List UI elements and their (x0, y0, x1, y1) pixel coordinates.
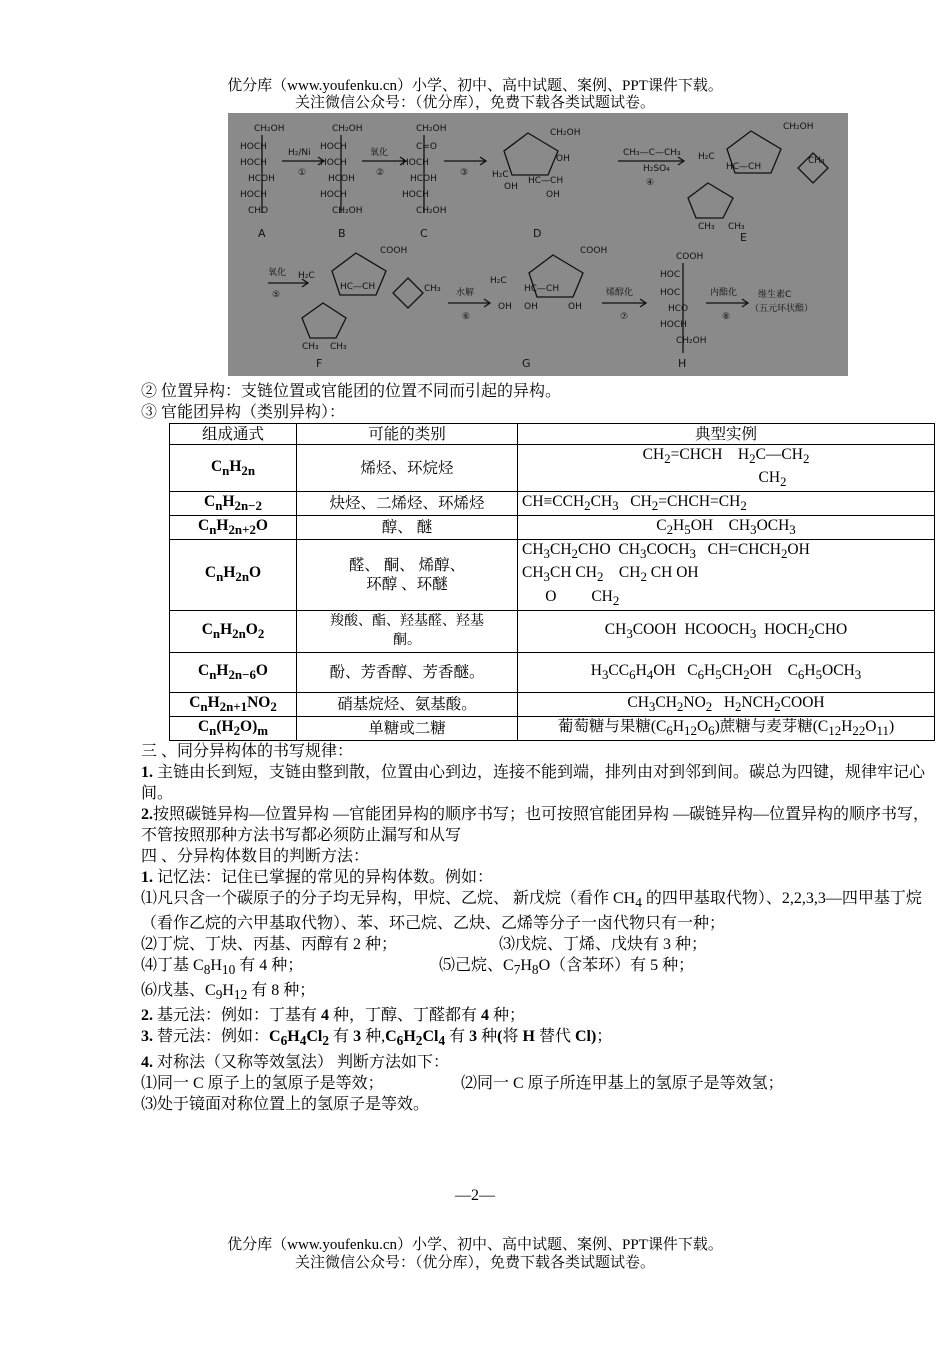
method-3: 3. 替元法：例如：$C_6H_4Cl_2$ 有 3 种$,C_6H_2Cl_4$ 有 3 种(将 H 替代 Cl)； (141, 1028, 613, 1049)
svg-text:内酯化: 内酯化 (710, 288, 738, 298)
method-4-b: ⑵同一 C 原子所连甲基上的氢原子是等效氢； (461, 1074, 784, 1092)
svg-text:HCOH: HCOH (410, 174, 437, 184)
table-header: 可能的类别 (297, 424, 518, 445)
class-cell: 羧酸、酯、羟基醛、羟基 酮。 (297, 610, 518, 652)
svg-text:⑥: ⑥ (462, 312, 471, 322)
header-line-1: 优分库（www.youfenku.cn）小学、初中、高中试题、案例、PPT课件下载。 (227, 78, 723, 94)
table-row (170, 652, 935, 692)
svg-text:CH₃: CH₃ (698, 222, 715, 232)
rule-1: 1. 主链由长到短，支链由整到散，位置由心到边，连接不能到端，排列由对到邻到间。碳总为四键，规律牢记心间。 (141, 763, 926, 802)
method-1-a: ⑴凡只含一个碳原子的分子均无异构，甲烷、乙烷、 新戊烷（看作 $CH_4$ 的四甲基取代物）、2,2,3,3—四甲基丁烷（看作乙烷的六甲基取代物）、苯、环己烷、乙炔、乙烯等分子一卤代物只有一种； (141, 889, 922, 933)
section-4-title: 四 、分异构体数目的判断方法： (141, 847, 370, 865)
svg-text:HOCH: HOCH (240, 142, 267, 152)
table-row (170, 716, 935, 740)
svg-text:H₂C: H₂C (492, 170, 509, 180)
table-row (170, 540, 935, 610)
svg-text:HOCH: HOCH (402, 190, 429, 200)
table-header: 典型实例 (518, 424, 935, 445)
svg-text:HOCH: HOCH (660, 320, 687, 330)
page-number: —2— (455, 1187, 495, 1204)
label-e: E (740, 231, 747, 244)
method-4-c: ⑶处于镜面对称位置上的氢原子是等效。 (141, 1095, 430, 1113)
footer-line-2: 关注微信公众号：（优分库），免费下载各类试题试卷。 (294, 1255, 655, 1271)
svg-text:HCOH: HCOH (248, 174, 275, 184)
svg-text:CH₂OH: CH₂OH (416, 124, 447, 134)
example-cell: $CH_3CH_2CHO$ $CH_3COCH_3$ $CH=CHCH_2OH$ $CH_3CH$ $CH_2$ $CH_2$ CH OH O $CH_2$ (518, 540, 935, 610)
svg-text:烯醇化: 烯醇化 (606, 288, 634, 298)
example-cell: $C_2H_5OH$ $CH_3OCH_3$ (518, 516, 935, 540)
class-cell: 醛、 酮、 烯醇、 环醇 、环醚 (297, 540, 518, 610)
svg-text:④: ④ (646, 178, 655, 188)
method-1-f: ⑹戊基、$C_9H_{12}$ 有 8 种； (141, 982, 316, 1003)
svg-text:COOH: COOH (580, 246, 608, 256)
svg-text:⑦: ⑦ (620, 312, 629, 322)
footer-line-1: 优分库（www.youfenku.cn）小学、初中、高中试题、案例、PPT课件下载。 (227, 1237, 723, 1253)
svg-text:OH: OH (568, 302, 582, 312)
svg-text:H₂C: H₂C (298, 271, 315, 281)
svg-text:HCO: HCO (668, 304, 689, 314)
svg-text:CH₃—C—CH₃: CH₃—C—CH₃ (623, 148, 681, 158)
method-4-a: ⑴同一 C 原子上的氢原子是等效； (141, 1074, 384, 1092)
svg-text:HOCH: HOCH (402, 158, 429, 168)
method-1-c: ⑶戊烷、丁烯、戊炔有 3 种； (499, 936, 708, 954)
svg-text:HOCH: HOCH (240, 190, 267, 200)
formula-cell: $C_nH_{2n}O$ (170, 540, 297, 610)
table-header-row (170, 424, 935, 445)
svg-text:H₂C: H₂C (490, 276, 507, 286)
svg-text:OH: OH (498, 302, 512, 312)
svg-text:HOCH: HOCH (240, 158, 267, 168)
svg-text:OH: OH (524, 302, 538, 312)
table-row (170, 445, 935, 492)
example-cell: $CH_3COOH$ $HCOOCH_3$ $HOCH_2CHO$ (518, 610, 935, 652)
table-header: 组成通式 (170, 424, 297, 445)
isomer-table (169, 423, 935, 741)
example-cell: $CH_3CH_2NO_2$ $H_2NCH_2COOH$ (518, 692, 935, 716)
formula-cell: $C_nH_{2n+2}O$ (170, 516, 297, 540)
document-body (141, 381, 931, 1115)
svg-text:HC—CH: HC—CH (340, 282, 376, 292)
method-1: 1. 记忆法：记住已掌握的常见的异构体数。例如： (141, 868, 494, 886)
example-cell: $CH\equiv CCH_2CH_3$ $CH_2=CHCH=CH_2$ (518, 492, 935, 516)
synthesis-scheme (228, 113, 848, 376)
svg-text:氧化: 氧化 (268, 268, 287, 278)
formula-cell: $C_nH_{2n}$ (170, 445, 297, 492)
svg-text:OH: OH (504, 182, 518, 192)
example-cell: 葡萄糖与果糖$(C_6H_{12}O_6)$蔗糖与麦芽糖$(C_{12}H_{22}O_{11})$ (518, 716, 935, 740)
svg-text:（五元环状酯）: （五元环状酯） (750, 304, 814, 314)
method-1-e: ⑸己烷、$C_7H_8O$（含苯环）有 5 种； (439, 957, 695, 978)
method-2: 2. 基元法：例如：丁基有 4 种，丁醇、丁醛都有 4 种； (141, 1007, 526, 1025)
svg-text:H₂/Ni: H₂/Ni (288, 148, 311, 158)
svg-text:COOH: COOH (380, 246, 408, 256)
svg-text:CHO: CHO (248, 206, 269, 216)
class-cell: 硝基烷烃、氨基酸。 (297, 692, 518, 716)
label-c: C (420, 227, 428, 240)
formula-cell: $C_nH_{2n+1}NO_2$ (170, 692, 297, 716)
label-b: B (338, 227, 346, 240)
method-1-bc (141, 934, 931, 955)
svg-text:H₂SO₄: H₂SO₄ (643, 164, 670, 174)
svg-text:CH₃: CH₃ (302, 342, 319, 352)
svg-text:HC—CH: HC—CH (524, 284, 560, 294)
svg-text:①: ① (298, 168, 307, 178)
label-g: G (522, 357, 531, 370)
class-cell: 醇、 醚 (297, 516, 518, 540)
svg-text:⑤: ⑤ (272, 290, 281, 300)
svg-text:CH₂OH: CH₂OH (676, 336, 707, 346)
method-4-ab (141, 1073, 931, 1094)
svg-text:⑧: ⑧ (722, 312, 731, 322)
svg-text:CH₃: CH₃ (330, 342, 347, 352)
svg-text:CH₂OH: CH₂OH (254, 124, 285, 134)
svg-text:COOH: COOH (676, 252, 704, 262)
svg-text:C=O: C=O (416, 142, 437, 152)
formula-cell: $C_nH_{2n}O_2$ (170, 610, 297, 652)
table-row (170, 692, 935, 716)
section-3-title: 三 、同分异构体的书写规律： (141, 742, 354, 760)
method-1-b: ⑵丁烷、丁炔、丙基、丙醇有 2 种； (141, 936, 398, 954)
formula-cell: $C_nH_{2n-6}O$ (170, 652, 297, 692)
method-1-de (141, 955, 931, 980)
svg-text:HOC: HOC (660, 270, 681, 280)
table-row (170, 610, 935, 652)
label-a: A (258, 227, 266, 240)
class-cell: 炔烃、二烯烃、环烯烃 (297, 492, 518, 516)
class-cell: 酚、芳香醇、芳香醚。 (297, 652, 518, 692)
svg-text:氧化: 氧化 (370, 148, 389, 158)
functional-isomerism: ③ 官能团异构（类别异构）： (141, 404, 346, 421)
method-1-d: ⑷丁基 $C_8H_{10}$ 有 4 种； (141, 957, 304, 978)
example-cell: $H_3CC_6H_4OH$ $C_6H_5CH_2OH$ $C_6H_5OCH_3$ (518, 652, 935, 692)
svg-text:HC—CH: HC—CH (528, 176, 564, 186)
method-4: 4. 对称法（又称等效氢法） 判断方法如下： (141, 1053, 450, 1071)
table-row (170, 516, 935, 540)
formula-cell: $C_nH_{2n-2}$ (170, 492, 297, 516)
table-row (170, 492, 935, 516)
svg-text:HOC: HOC (660, 288, 681, 298)
header-line-2: 关注微信公众号：（优分库），免费下载各类试题试卷。 (294, 95, 655, 111)
svg-text:CH₃: CH₃ (728, 222, 745, 232)
svg-text:CH₂OH: CH₂OH (416, 206, 447, 216)
svg-text:水解: 水解 (456, 288, 475, 298)
example-cell: $CH_2=CHCH$ $H_2C—CH_2$ $CH_2$ (518, 445, 935, 492)
svg-text:HOCH: HOCH (320, 190, 347, 200)
positional-isomerism: ② 位置异构：支链位置或官能团的位置不同而引起的异构。 (141, 383, 562, 400)
svg-text:CH₂OH: CH₂OH (332, 206, 363, 216)
svg-text:CH₂OH: CH₂OH (332, 124, 363, 134)
svg-text:②: ② (376, 168, 385, 178)
svg-text:OH: OH (546, 190, 560, 200)
formula-cell: $C_n(H_2O)_m$ (170, 716, 297, 740)
rule-2: 2.按照碳链异构—位置异构 —官能团异构的顺序书写；也可按照官能团异构 —碳链异构—位置异构的顺序书写，不管按照那种方法书写都必须防止漏写和从写 (141, 805, 930, 844)
svg-text:维生素C: 维生素C (758, 290, 792, 300)
svg-text:HOCH: HOCH (320, 142, 347, 152)
svg-text:H₂C: H₂C (698, 152, 715, 162)
svg-text:③: ③ (460, 168, 469, 178)
class-cell: 单糖或二糖 (297, 716, 518, 740)
label-d: D (533, 227, 542, 240)
svg-text:OH: OH (556, 154, 570, 164)
vitamin-c-synthesis-figure (228, 113, 848, 376)
svg-text:HOCH: HOCH (320, 158, 347, 168)
svg-text:CH₃: CH₃ (424, 284, 441, 294)
label-f: F (316, 357, 323, 370)
class-cell: 烯烃、环烷烃 (297, 445, 518, 492)
svg-text:CH₂OH: CH₂OH (783, 122, 814, 132)
svg-text:CH₃: CH₃ (808, 156, 825, 166)
svg-text:CH₂OH: CH₂OH (550, 128, 581, 138)
svg-text:HC—CH: HC—CH (726, 162, 762, 172)
svg-text:HCOH: HCOH (328, 174, 355, 184)
label-h: H (678, 357, 687, 370)
